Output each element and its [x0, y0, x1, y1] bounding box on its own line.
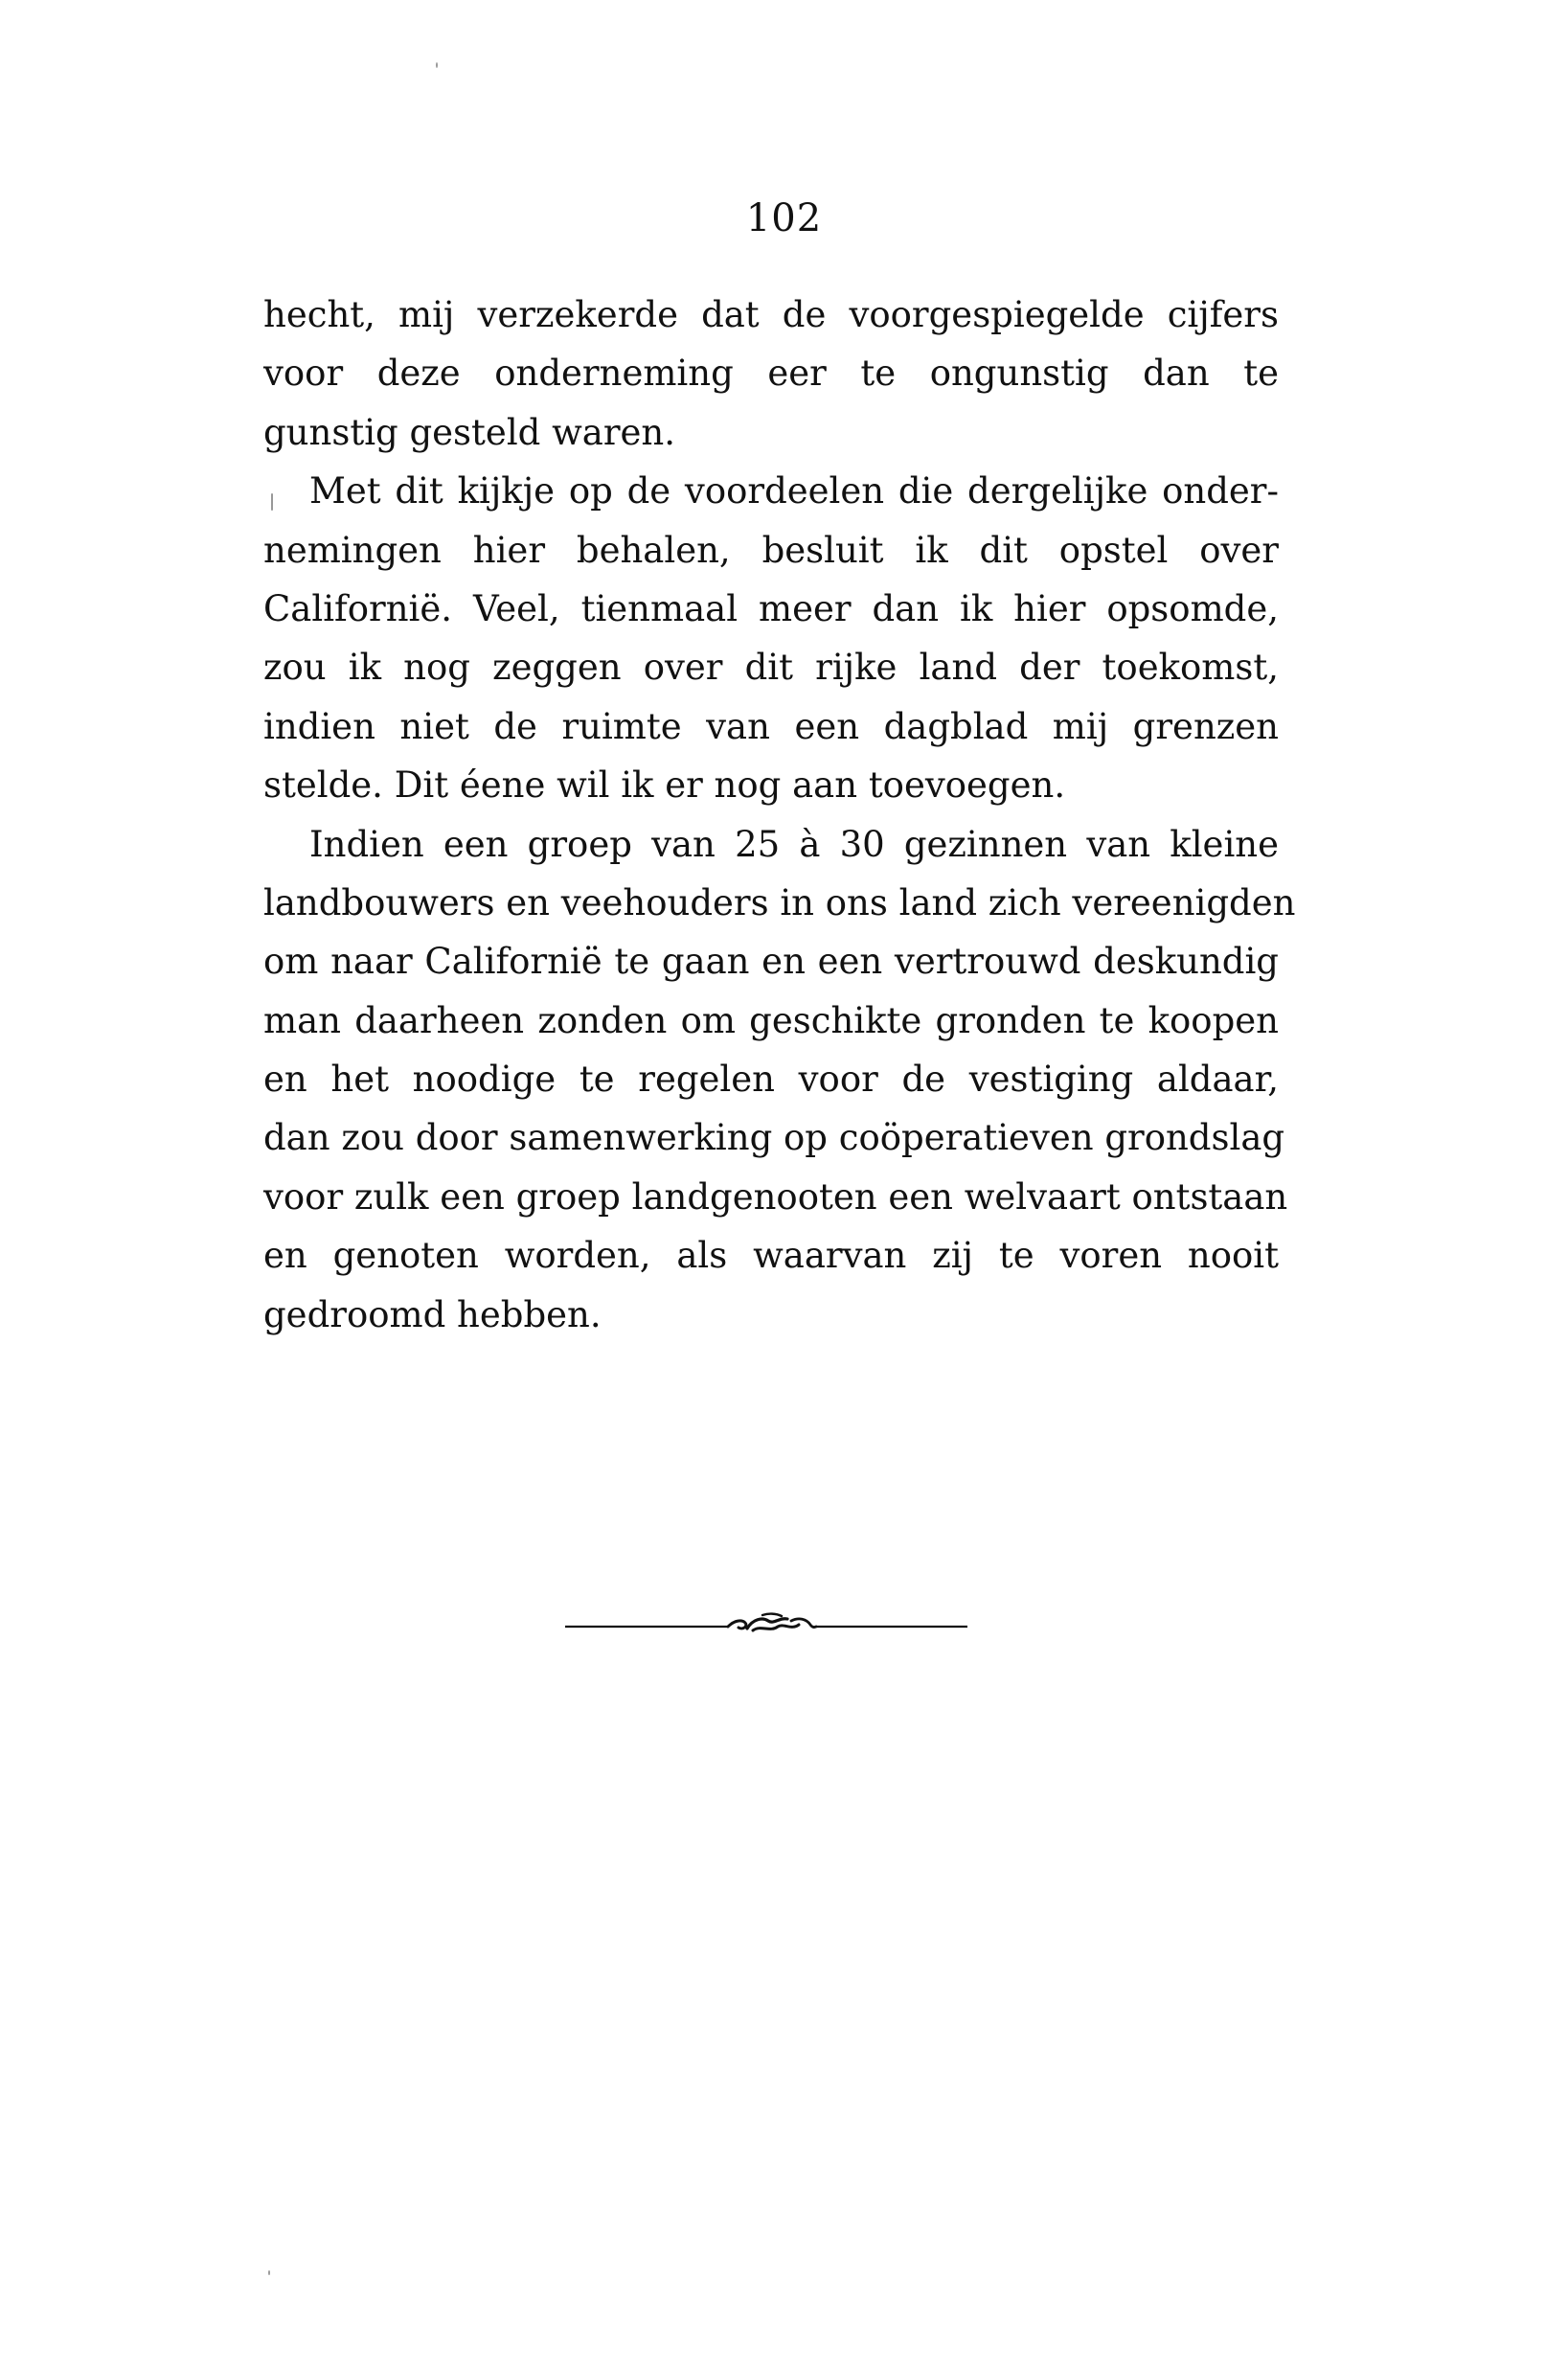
text-line: hecht, mij verzekerde dat de voorgespiegelde cijfers	[263, 294, 1279, 335]
text-line: landbouwers en veehouders in ons land zich vereenigden	[263, 881, 1296, 923]
scan-speck	[268, 2270, 270, 2275]
text-line: stelde. Dit éene wil ik er nog aan toevoegen.	[263, 764, 1066, 807]
text-line: indien niet de ruimte van een dagblad mij grenzen	[263, 705, 1279, 747]
scan-speck	[271, 493, 273, 511]
text-line: dan zou door samenwerking op coöperatieven grondslag	[263, 1117, 1285, 1159]
paragraph	[263, 815, 1296, 1345]
text-line: zou ik nog zeggen over dit rijke land der toekomst,	[263, 647, 1279, 689]
text-line: voor zulk een groep landgenooten een welvaart ontstaan	[263, 1175, 1288, 1218]
text-line: Indien een groep van 25 à 30 gezinnen van kleine	[309, 823, 1279, 865]
text-line: nemingen hier behalen, besluit ik dit opstel over	[263, 529, 1279, 571]
text-line: man daarheen zonden om geschikte gronden te koopen	[263, 999, 1279, 1041]
text-line: voor deze onderneming eer te ongunstig dan te	[263, 353, 1279, 395]
paragraph	[263, 285, 1279, 462]
body-text	[263, 285, 1296, 1344]
text-line: Californië. Veel, tienmaal meer dan ik hier opsomde,	[263, 587, 1279, 629]
text-line: gedroomd hebben.	[263, 1293, 602, 1335]
page-number: 102	[745, 196, 823, 240]
text-line: gunstig gesteld waren.	[263, 411, 675, 453]
text-line: Met dit kijkje op de voordeelen die dergelijke onder-	[309, 470, 1279, 513]
decorative-rule-icon	[565, 1609, 967, 1638]
paragraph	[263, 462, 1279, 814]
scan-speck	[436, 62, 438, 68]
text-line: om naar Californië te gaan en een vertrouwd deskundig	[263, 941, 1279, 983]
text-line: en genoten worden, als waarvan zij te voren nooit	[263, 1235, 1279, 1277]
text-line: en het noodige te regelen voor de vestiging aldaar,	[263, 1059, 1279, 1101]
